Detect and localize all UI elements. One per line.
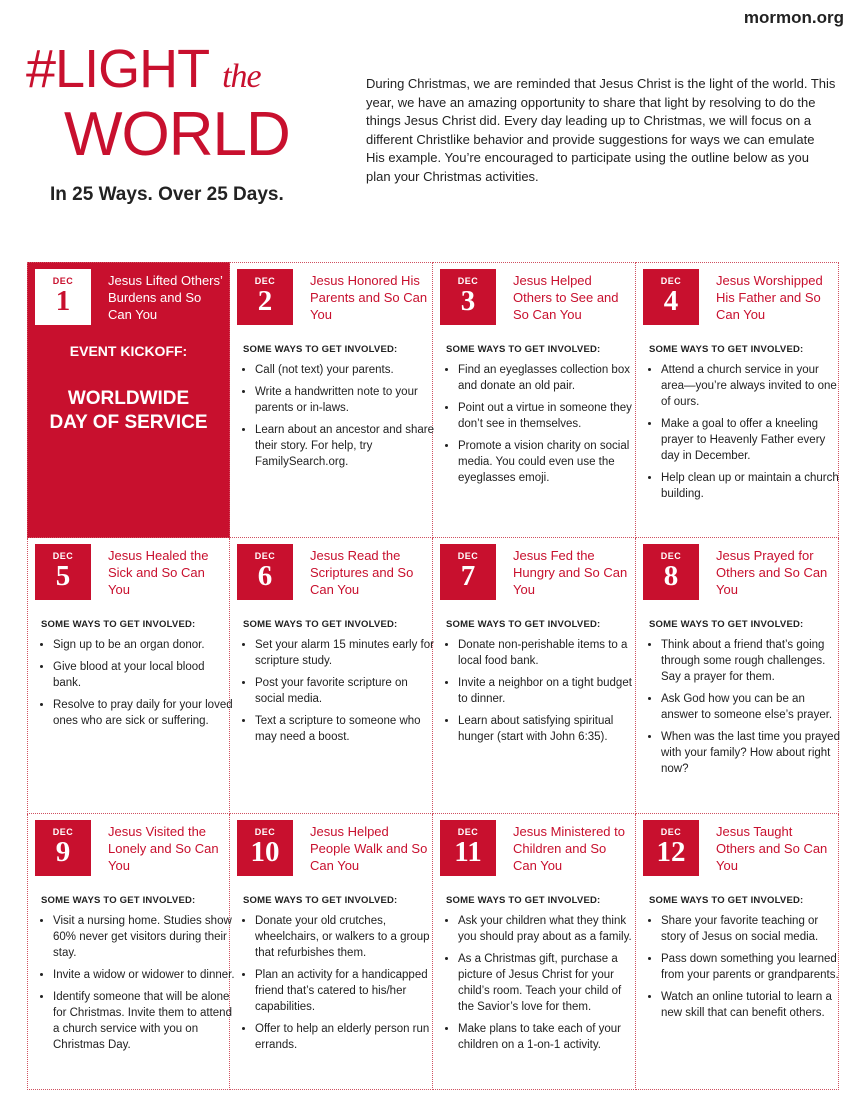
date-month: DEC [457, 276, 479, 286]
day-card [636, 538, 839, 814]
ways-heading: SOME WAYS TO GET INVOLVED: [243, 344, 398, 355]
suggestion-list [445, 362, 640, 492]
suggestion-item: • Write a handwritten note to your parents or in-laws. [255, 384, 437, 416]
date-month: DEC [254, 551, 276, 561]
day-card [433, 814, 636, 1090]
logo-world: WORLD [64, 100, 290, 169]
suggestion-item: • Make a goal to offer a kneeling prayer to Heavenly Father every day in December. [661, 416, 843, 464]
suggestion-item: • When was the last time you prayed with your family? How about right now? [661, 729, 843, 777]
date-day: 5 [55, 560, 71, 592]
suggestion-list [648, 362, 843, 508]
date-badge [237, 544, 293, 600]
logo-hash-light: #LIGHT [26, 39, 209, 99]
ways-heading: SOME WAYS TO GET INVOLVED: [446, 895, 601, 906]
suggestion-item: • Resolve to pray daily for your loved ones who are sick or suffering. [53, 697, 235, 729]
suggestion-item: • Give blood at your local blood bank. [53, 659, 235, 691]
suggestion-item: • Set your alarm 15 minutes early for scripture study. [255, 637, 437, 669]
day-card [27, 538, 233, 814]
date-month: DEC [52, 276, 74, 286]
light-the-world-logo [26, 40, 326, 180]
ways-heading: SOME WAYS TO GET INVOLVED: [446, 344, 601, 355]
suggestion-item: • Sign up to be an organ donor. [53, 637, 235, 653]
ways-heading: SOME WAYS TO GET INVOLVED: [41, 619, 196, 630]
suggestion-list [648, 637, 843, 783]
suggestion-item: • Point out a virtue in someone they don’t see in themselves. [458, 400, 640, 432]
date-month: DEC [52, 551, 74, 561]
date-month: DEC [254, 827, 276, 837]
date-day: 4 [663, 285, 679, 317]
tagline: In 25 Ways. Over 25 Days. [50, 184, 284, 205]
date-badge [643, 269, 699, 325]
date-month: DEC [457, 551, 479, 561]
site-url: mormon.org [743, 8, 844, 27]
date-day: 8 [663, 560, 679, 592]
suggestion-item: • Invite a widow or widower to dinner. [53, 967, 235, 983]
suggestion-list [40, 637, 235, 735]
ways-heading: SOME WAYS TO GET INVOLVED: [41, 895, 196, 906]
suggestion-item: • Make plans to take each of your children on a 1-on-1 activity. [458, 1021, 640, 1053]
logo-the: the [222, 58, 261, 95]
date-badge [643, 820, 699, 876]
date-day: 7 [460, 560, 476, 592]
day-title: Jesus Taught Others and So Can You [716, 824, 828, 873]
date-day: 9 [55, 836, 71, 868]
suggestion-item: • Think about a friend that’s going through some rough challenges. Say a prayer for them. [661, 637, 843, 685]
date-day: 2 [257, 285, 273, 317]
day-title: Jesus Read the Scriptures and So Can You [310, 548, 414, 597]
suggestion-list [242, 913, 437, 1059]
suggestion-item: • Post your favorite scripture on social media. [255, 675, 437, 707]
suggestion-item: • Visit a nursing home. Studies show 60% never get visitors during their stay. [53, 913, 235, 961]
date-month: DEC [660, 827, 682, 837]
suggestion-list [40, 913, 235, 1059]
suggestion-list [242, 637, 437, 751]
date-badge [440, 544, 496, 600]
suggestion-item: • Ask your children what they think you should pray about as a family. [458, 913, 640, 945]
suggestion-item: • Attend a church service in your area—you’re always invited to one of ours. [661, 362, 843, 410]
suggestion-item: • Text a scripture to someone who may need a boost. [255, 713, 437, 745]
day-title: Jesus Helped Others to See and So Can You [513, 273, 619, 322]
date-month: DEC [52, 827, 74, 837]
date-badge [440, 269, 496, 325]
day-title: Jesus Visited the Lonely and So Can You [108, 824, 219, 873]
logo-line-1 [26, 40, 261, 106]
date-badge [643, 544, 699, 600]
day-title: Jesus Helped People Walk and So Can You [310, 824, 428, 873]
suggestion-item: • Offer to help an elderly person run errands. [255, 1021, 437, 1053]
suggestion-item: • Call (not text) your parents. [255, 362, 437, 378]
suggestion-item: • Help clean up or maintain a church building. [661, 470, 843, 502]
date-badge [237, 269, 293, 325]
day-card [433, 538, 636, 814]
date-day: 10 [250, 836, 280, 868]
suggestion-list [648, 913, 843, 1027]
calendar-grid [27, 262, 839, 1090]
suggestion-list [445, 637, 640, 751]
suggestion-item: • Ask God how you can be an answer to someone else’s prayer. [661, 691, 843, 723]
kickoff-event: WORLDWIDE DAY OF SERVICE [49, 388, 208, 433]
suggestion-item: • Pass down something you learned from your parents or grandparents. [661, 951, 843, 983]
ways-heading: SOME WAYS TO GET INVOLVED: [243, 895, 398, 906]
day-title: Jesus Honored His Parents and So Can You [310, 273, 428, 322]
kickoff-label: EVENT KICKOFF: [69, 343, 188, 359]
suggestion-item: • Learn about an ancestor and share their story. For help, try FamilySearch.org. [255, 422, 437, 470]
suggestion-item: • Donate your old crutches, wheelchairs, or walkers to a group that refurbishes them. [255, 913, 437, 961]
date-badge [35, 820, 91, 876]
suggestion-item: • Plan an activity for a handicapped friend that’s catered to his/her capabilities. [255, 967, 437, 1015]
date-day: 12 [656, 836, 686, 868]
date-day: 3 [460, 285, 476, 317]
day-title: Jesus Lifted Others’ Burdens and So Can You [108, 273, 223, 322]
date-badge [440, 820, 496, 876]
date-badge [35, 269, 91, 325]
suggestion-item: • Identify someone that will be alone for Christmas. Invite them to attend a church service with you on Christmas Day. [53, 989, 235, 1053]
suggestion-item: • Share your favorite teaching or story of Jesus on social media. [661, 913, 843, 945]
ways-heading: SOME WAYS TO GET INVOLVED: [649, 895, 804, 906]
suggestion-item: • Find an eyeglasses collection box and donate an old pair. [458, 362, 640, 394]
suggestion-item: • As a Christmas gift, purchase a picture of Jesus Christ for your child’s room. Teach your child of the Savior’s love for them. [458, 951, 640, 1015]
day-card [636, 814, 839, 1090]
date-badge [237, 820, 293, 876]
date-day: 1 [55, 285, 71, 317]
suggestion-item: • Learn about satisfying spiritual hunger (start with John 6:35). [458, 713, 640, 745]
intro-paragraph: During Christmas, we are reminded that Jesus Christ is the light of the world. This year, we have an amazing opportunity to share that light by resolving to do the things Jesus Christ did. Every day leading up to Christmas, we will focus on a different Christlike behavior and provide suggestions for ways we can emulate His example. You’re encouraged to participate using the outline below as you plan your Christmas activities. [366, 76, 836, 184]
date-day: 6 [257, 560, 273, 592]
suggestion-list [445, 913, 640, 1059]
date-day: 11 [454, 836, 482, 868]
suggestion-item: • Promote a vision charity on social media. You could even use the eyeglasses emoji. [458, 438, 640, 486]
day-title: Jesus Fed the Hungry and So Can You [513, 548, 628, 597]
suggestion-item: • Invite a neighbor on a tight budget to dinner. [458, 675, 640, 707]
day-card [230, 814, 433, 1090]
day-title: Jesus Prayed for Others and So Can You [716, 548, 828, 597]
day-card [636, 262, 839, 538]
day-card [27, 814, 235, 1090]
day-title: Jesus Healed the Sick and So Can You [108, 548, 209, 597]
ways-heading: SOME WAYS TO GET INVOLVED: [243, 619, 398, 630]
ways-heading: SOME WAYS TO GET INVOLVED: [649, 344, 804, 355]
date-month: DEC [457, 827, 479, 837]
date-badge [35, 544, 91, 600]
day-card [433, 262, 636, 538]
ways-heading: SOME WAYS TO GET INVOLVED: [446, 619, 601, 630]
day-title: Jesus Ministered to Children and So Can You [513, 824, 625, 873]
suggestion-item: • Watch an online tutorial to learn a new skill that can benefit others. [661, 989, 843, 1021]
day-title: Jesus Worshipped His Father and So Can You [716, 273, 823, 322]
day-card [27, 262, 230, 538]
day-card [230, 262, 433, 538]
date-month: DEC [254, 276, 276, 286]
date-month: DEC [660, 551, 682, 561]
suggestion-item: • Donate non-perishable items to a local food bank. [458, 637, 640, 669]
date-month: DEC [660, 276, 682, 286]
ways-heading: SOME WAYS TO GET INVOLVED: [649, 619, 804, 630]
suggestion-list [242, 362, 437, 476]
day-card [230, 538, 433, 814]
